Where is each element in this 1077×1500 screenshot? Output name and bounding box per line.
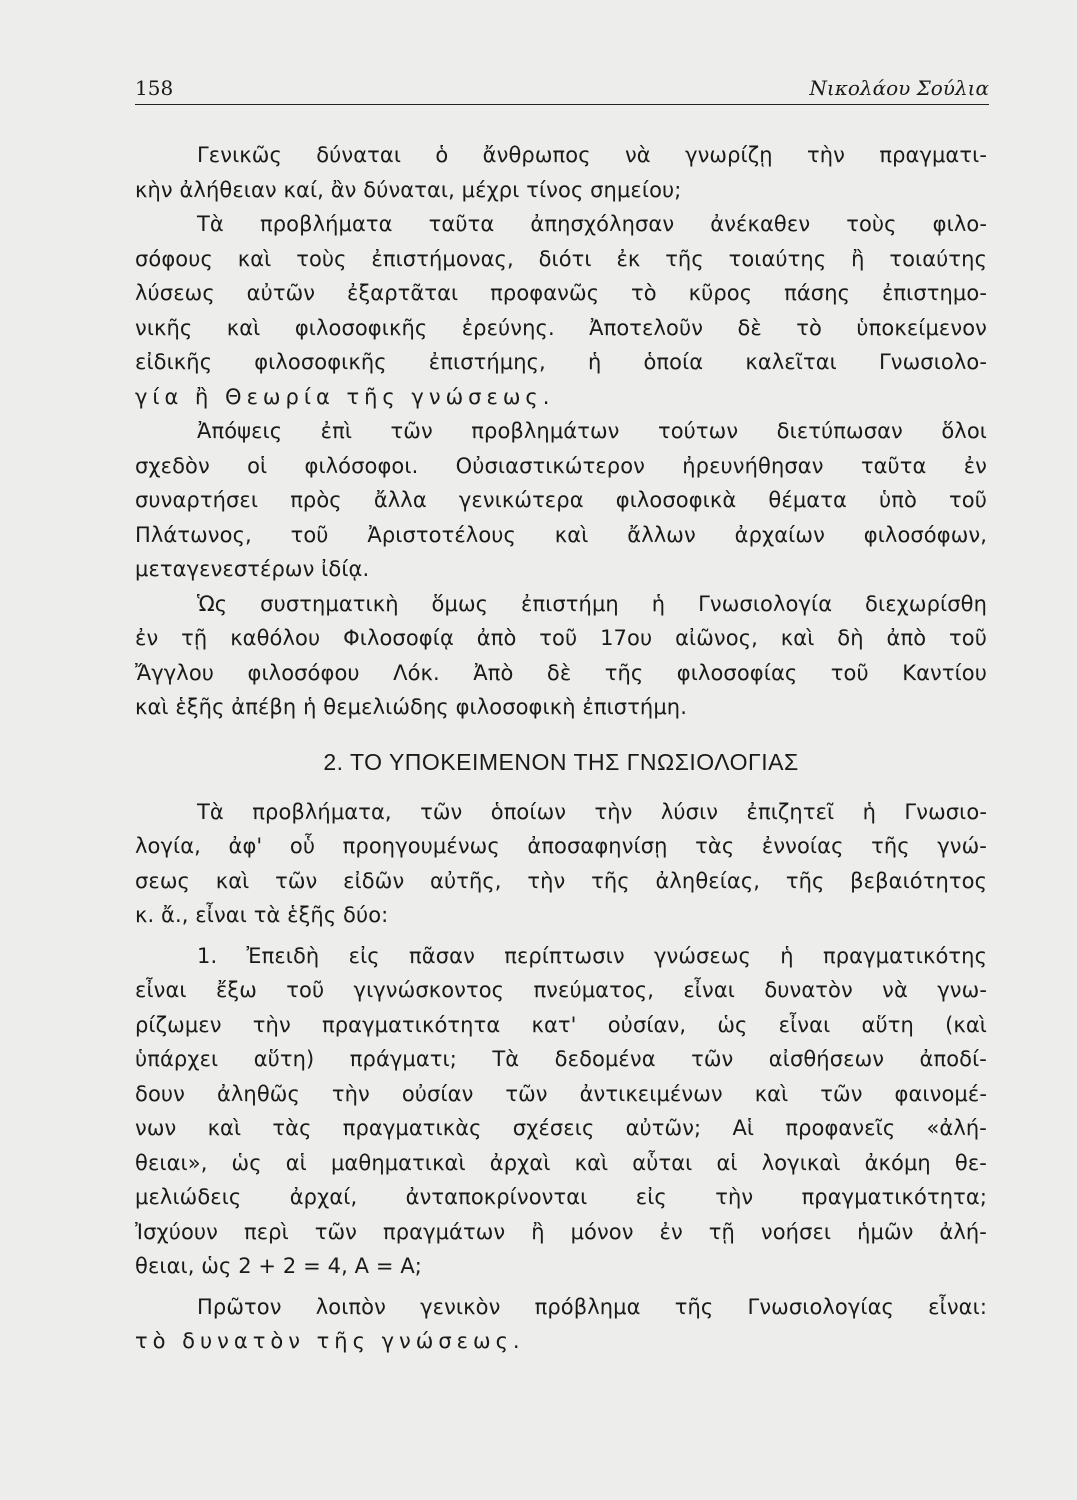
text-line: συναρτήσει πρὸς ἄλλα γενικώτερα φιλοσοφικὰ θέματα ὑπὸ τοῦ	[135, 488, 987, 512]
running-header	[135, 70, 989, 105]
section-heading: 2. ΤΟ ΥΠΟΚΕΙΜΕΝΟΝ ΤΗΣ ΓΝΩΣΙΟΛΟΓΙΑΣ	[323, 748, 799, 775]
text-line: ὑπάρχει αὕτη) πράγματι; Τὰ δεδομένα τῶν αἰσθήσεων ἀποδί-	[135, 1047, 987, 1071]
text-line: νικῆς καὶ φιλοσοφικῆς ἐρεύνης. Ἀποτελοῦν δὲ τὸ ὑποκείμενον	[135, 315, 987, 340]
text-line: Ὡς συστηματικὴ ὅμως ἐπιστήμη ἡ Γνωσιολογία διεχωρίσθη	[197, 591, 987, 616]
text-line: κ. ἄ., εἶναι τὰ ἑξῆς δύο:	[135, 903, 389, 927]
page-number: 158	[135, 76, 174, 100]
text-line: κὴν ἀλήθειαν καί, ἂν δύναται, μέχρι τίνος σημείου;	[135, 177, 682, 202]
paragraph	[135, 939, 987, 1284]
text-line: θειαι», ὡς αἱ μαθηματικαὶ ἀρχαὶ καὶ αὗται αἱ λογικαὶ ἀκόμη θε-	[135, 1150, 987, 1175]
text-line: νων καὶ τὰς πραγματικὰς σχέσεις αὐτῶν; Αἱ προφανεῖς «ἀλή-	[135, 1116, 987, 1140]
text-line: λογία, ἀφ' οὗ προηγουμένως ἀποσαφηνίσῃ τὰς ἐννοίας τῆς γνώ-	[135, 834, 987, 858]
text-line: ἐν τῇ καθόλου Φιλοσοφίᾳ ἀπὸ τοῦ 17ου αἰῶνος, καὶ δὴ ἀπὸ τοῦ	[135, 626, 987, 650]
text-line: ρίζωμεν τὴν πραγματικότητα κατ' οὐσίαν, ὡς εἶναι αὕτη (καὶ	[135, 1012, 987, 1037]
text-line: γία ἢ Θεωρία τῆς γνώσεως.	[135, 384, 555, 409]
text-line: μελιώδεις ἀρχαί, ἀνταποκρίνονται εἰς τὴν πραγματικότητα;	[135, 1185, 987, 1209]
paragraph	[135, 207, 987, 414]
text-line: 1. Ἐπειδὴ εἰς πᾶσαν περίπτωσιν γνώσεως ἡ πραγματικότης	[197, 943, 987, 968]
paragraph	[135, 414, 987, 587]
text-line: Ἰσχύουν περὶ τῶν πραγμάτων ἢ μόνον ἐν τῇ νοήσει ἡμῶν ἀλή-	[135, 1219, 987, 1244]
text-line: Ἀπόψεις ἐπὶ τῶν προβλημάτων τούτων διετύπωσαν ὅλοι	[197, 419, 987, 443]
paragraph	[135, 587, 987, 725]
running-head-author: Νικολάου Σούλια	[809, 76, 989, 100]
text-line: δουν ἀληθῶς τὴν οὐσίαν τῶν ἀντικειμένων καὶ τῶν φαινομέ-	[135, 1081, 987, 1106]
text-line: μεταγενεστέρων ἰδίᾳ.	[135, 557, 370, 581]
paragraph	[135, 138, 987, 207]
text-line: Γενικῶς δύναται ὁ ἄνθρωπος νὰ γνωρίζῃ τὴν πραγματι-	[197, 143, 987, 167]
text-line: θειαι, ὡς 2 + 2 = 4, Α = Α;	[135, 1254, 422, 1278]
text-line: σχεδὸν οἱ φιλόσοφοι. Οὐσιαστικώτερον ἠρευνήθησαν ταῦτα ἐν	[135, 453, 987, 478]
text-line: λύσεως αὐτῶν ἐξαρτᾶται προφανῶς τὸ κῦρος πάσης ἐπιστημο-	[135, 281, 987, 305]
text-line: Τὰ προβλήματα ταῦτα ἀπησχόλησαν ἀνέκαθεν τοὺς φιλο-	[197, 212, 987, 236]
paragraph	[135, 795, 987, 933]
text-line: εἶναι ἔξω τοῦ γιγνώσκοντος πνεύματος, εἶναι δυνατὸν νὰ γνω-	[135, 978, 987, 1002]
text-line: σεως καὶ τῶν εἰδῶν αὐτῆς, τὴν τῆς ἀληθείας, τῆς βεβαιότητος	[135, 868, 987, 893]
text-line: καὶ ἑξῆς ἀπέβη ἡ θεμελιώδης φιλοσοφικὴ ἐπιστήμη.	[135, 695, 687, 719]
text-line: εἰδικῆς φιλοσοφικῆς ἐπιστήμης, ἡ ὁποία καλεῖται Γνωσιολο-	[135, 350, 987, 374]
text-line: σόφους καὶ τοὺς ἐπιστήμονας, διότι ἐκ τῆς τοιαύτης ἢ τοιαύτης	[135, 246, 987, 271]
text-body	[135, 138, 987, 1359]
paragraph	[135, 1290, 987, 1359]
text-line: Πλάτωνος, τοῦ Ἀριστοτέλους καὶ ἄλλων ἀρχαίων φιλοσόφων,	[135, 522, 987, 547]
text-line: Τὰ προβλήματα, τῶν ὁποίων τὴν λύσιν ἐπιζητεῖ ἡ Γνωσιο-	[197, 799, 987, 824]
text-line: τὸ δυνατὸν τῆς γνώσεως.	[135, 1329, 525, 1353]
text-line: Ἄγγλου φιλοσόφου Λόκ. Ἀπὸ δὲ τῆς φιλοσοφίας τοῦ Καντίου	[135, 660, 987, 685]
text-line: Πρῶτον λοιπὸν γενικὸν πρόβλημα τῆς Γνωσιολογίας εἶναι:	[197, 1294, 987, 1319]
